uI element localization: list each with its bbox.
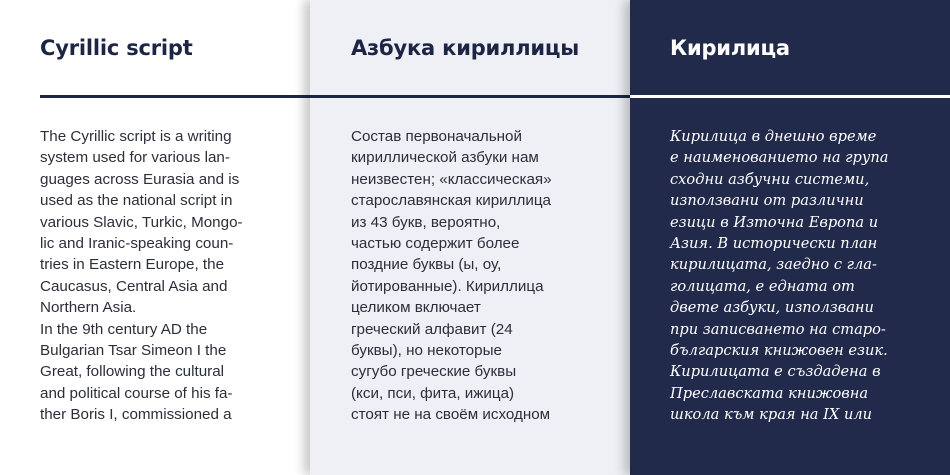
text-line: Кирилицата е създадена в	[670, 363, 881, 381]
text-line: неизвестен; «классическая»	[351, 170, 552, 188]
text-line: кирилицата, заедно с гла-	[670, 256, 877, 274]
text-line: guages across Eurasia and is	[40, 170, 240, 188]
text-line: The Cyrillic script is a writing	[40, 128, 232, 145]
column-heading-bulgarian: Кирилица	[670, 36, 790, 60]
text-line: Состав первоначальной	[351, 128, 522, 145]
text-line: used as the national script in	[40, 192, 233, 210]
text-line: стоят не на своём исходном	[351, 406, 551, 424]
text-line: Northern Asia.	[40, 299, 137, 317]
column-body-russian	[351, 126, 552, 426]
text-line: школа към края на IX или	[670, 406, 873, 424]
text-line: and political course of his fa-	[40, 384, 233, 402]
column-heading-english: Cyrillic script	[40, 36, 193, 60]
text-line: частью содержит более	[351, 235, 520, 253]
column-body-bulgarian	[670, 126, 888, 426]
text-line: Преславската книжовна	[670, 384, 869, 402]
heading-divider	[310, 95, 630, 98]
text-line: българския книжовен език.	[670, 342, 888, 360]
text-line: буквы), но некоторые	[351, 342, 502, 360]
text-line: lic and Iranic-speaking coun-	[40, 235, 234, 253]
text-line: езици в Източна Европа и	[670, 213, 879, 231]
text-line: целиком включает	[351, 299, 481, 317]
heading-divider	[630, 95, 950, 98]
text-line: из 43 букв, вероятно,	[351, 213, 501, 231]
text-line: system used for various lan-	[40, 149, 230, 167]
text-line: Great, following the cultural	[40, 363, 225, 381]
text-line: Кирилица в днешно време	[670, 128, 877, 145]
text-line: сходни азбучни системи,	[670, 170, 870, 188]
text-line: използвани от различни	[670, 192, 864, 210]
column-english	[0, 0, 310, 475]
column-bulgarian	[630, 0, 950, 475]
text-line: ther Boris I, commissioned a	[40, 406, 232, 424]
text-line: сугубо греческие буквы	[351, 363, 517, 381]
text-line: голицата, е едната от	[670, 277, 855, 295]
column-body-english	[40, 126, 243, 426]
text-line: Caucasus, Central Asia and	[40, 277, 228, 295]
text-line: кириллической азбуки нам	[351, 149, 539, 167]
heading-divider	[40, 95, 310, 98]
text-line: двете азбуки, използвани	[670, 299, 874, 317]
text-line: various Slavic, Turkic, Mongo-	[40, 213, 243, 231]
column-heading-russian: Азбука кириллицы	[351, 36, 580, 60]
text-line: при записването на старо-	[670, 320, 886, 338]
text-line: (кси, пси, фита, ижица)	[351, 384, 515, 402]
text-line: греческий алфавит (24	[351, 320, 513, 338]
text-line: Азия. В исторически план	[670, 235, 878, 253]
text-line: старославянская кириллица	[351, 192, 552, 210]
text-line: In the 9th century AD the	[40, 320, 208, 338]
text-line: йотированные). Кириллица	[351, 277, 544, 295]
text-line: е наименованието на група	[670, 149, 889, 167]
text-line: Bulgarian Tsar Simeon I the	[40, 342, 227, 360]
column-russian	[310, 0, 630, 475]
text-line: поздние буквы (ы, оу,	[351, 256, 502, 274]
text-line: tries in Eastern Europe, the	[40, 256, 225, 274]
